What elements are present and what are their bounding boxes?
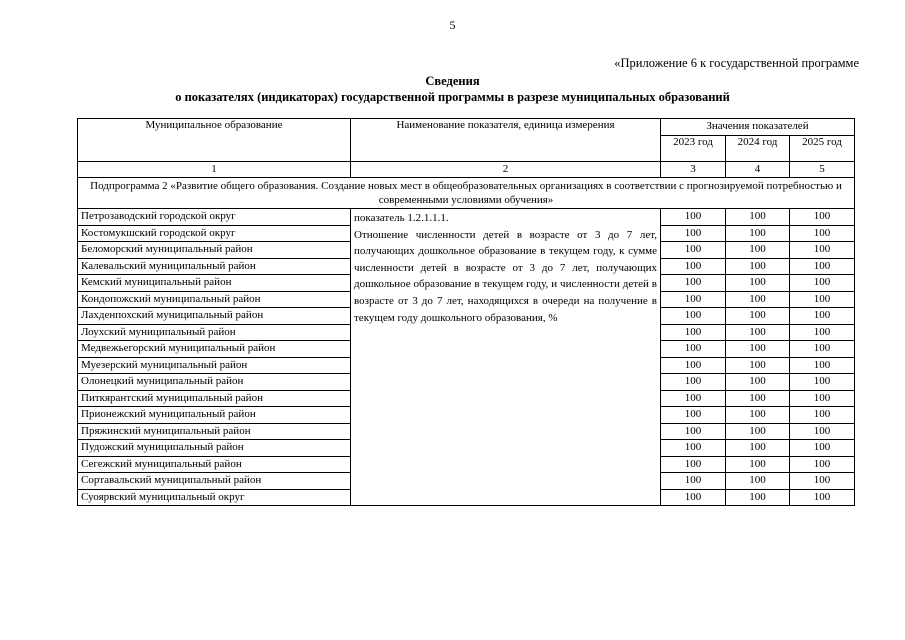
header-indicator: Наименование показателя, единица измерения bbox=[351, 119, 661, 162]
col-number-1: 1 bbox=[78, 161, 351, 178]
value-2024: 100 bbox=[726, 308, 790, 325]
value-2024: 100 bbox=[726, 242, 790, 259]
value-2024: 100 bbox=[726, 275, 790, 292]
municipality-name: Кемский муниципальный район bbox=[78, 275, 351, 292]
value-2024: 100 bbox=[726, 341, 790, 358]
col-number-3: 3 bbox=[661, 161, 726, 178]
value-2024: 100 bbox=[726, 407, 790, 424]
value-2025: 100 bbox=[790, 258, 855, 275]
municipality-name: Олонецкий муниципальный район bbox=[78, 374, 351, 391]
indicators-table bbox=[77, 118, 855, 506]
value-2025: 100 bbox=[790, 291, 855, 308]
value-2024: 100 bbox=[726, 374, 790, 391]
value-2024: 100 bbox=[726, 440, 790, 457]
title-line-2: о показателях (индикаторах) государственной программы в разрезе муниципальных образований bbox=[175, 90, 730, 104]
value-2025: 100 bbox=[790, 308, 855, 325]
municipality-name: Сортавальский муниципальный район bbox=[78, 473, 351, 490]
header-year-2025: 2025 год bbox=[790, 135, 855, 161]
value-2025: 100 bbox=[790, 489, 855, 506]
value-2024: 100 bbox=[726, 209, 790, 226]
value-2023: 100 bbox=[661, 209, 726, 226]
value-2023: 100 bbox=[661, 440, 726, 457]
subprogram-row bbox=[78, 178, 855, 209]
title-line-1: Сведения bbox=[425, 74, 480, 88]
value-2024: 100 bbox=[726, 489, 790, 506]
indicator-description bbox=[351, 209, 661, 506]
municipality-name: Лоухский муниципальный район bbox=[78, 324, 351, 341]
value-2025: 100 bbox=[790, 473, 855, 490]
value-2025: 100 bbox=[790, 225, 855, 242]
municipality-name: Муезерский муниципальный район bbox=[78, 357, 351, 374]
value-2023: 100 bbox=[661, 308, 726, 325]
value-2023: 100 bbox=[661, 407, 726, 424]
value-2025: 100 bbox=[790, 374, 855, 391]
value-2023: 100 bbox=[661, 489, 726, 506]
municipality-name: Кондопожский муниципальный район bbox=[78, 291, 351, 308]
col-number-4: 4 bbox=[726, 161, 790, 178]
value-2023: 100 bbox=[661, 423, 726, 440]
table-row bbox=[78, 209, 855, 226]
municipality-name: Сегежский муниципальный район bbox=[78, 456, 351, 473]
value-2024: 100 bbox=[726, 390, 790, 407]
header-values: Значения показателей bbox=[661, 119, 855, 136]
municipality-name: Суоярвский муниципальный округ bbox=[78, 489, 351, 506]
value-2025: 100 bbox=[790, 275, 855, 292]
municipality-name: Медвежьегорский муниципальный район bbox=[78, 341, 351, 358]
value-2024: 100 bbox=[726, 258, 790, 275]
value-2023: 100 bbox=[661, 390, 726, 407]
value-2025: 100 bbox=[790, 456, 855, 473]
value-2023: 100 bbox=[661, 473, 726, 490]
value-2023: 100 bbox=[661, 258, 726, 275]
value-2023: 100 bbox=[661, 225, 726, 242]
value-2024: 100 bbox=[726, 456, 790, 473]
col-number-5: 5 bbox=[790, 161, 855, 178]
municipality-name: Питкярантский муниципальный район bbox=[78, 390, 351, 407]
value-2023: 100 bbox=[661, 275, 726, 292]
value-2025: 100 bbox=[790, 423, 855, 440]
value-2023: 100 bbox=[661, 456, 726, 473]
subprogram-title: Подпрограмма 2 «Развитие общего образования. Создание новых мест в общеобразовательных организациях в соответствии с прогнозируемой потребностью и современными условиями обучения» bbox=[78, 178, 855, 209]
header-year-2023: 2023 год bbox=[661, 135, 726, 161]
value-2025: 100 bbox=[790, 324, 855, 341]
municipality-name: Пудожский муниципальный район bbox=[78, 440, 351, 457]
column-numbers-row bbox=[78, 161, 855, 178]
header-municipality: Муниципальное образование bbox=[78, 119, 351, 162]
value-2024: 100 bbox=[726, 357, 790, 374]
value-2024: 100 bbox=[726, 473, 790, 490]
appendix-reference: «Приложение 6 к государственной программе bbox=[614, 56, 859, 70]
value-2023: 100 bbox=[661, 291, 726, 308]
value-2025: 100 bbox=[790, 242, 855, 259]
value-2023: 100 bbox=[661, 357, 726, 374]
value-2025: 100 bbox=[790, 341, 855, 358]
value-2025: 100 bbox=[790, 209, 855, 226]
value-2024: 100 bbox=[726, 225, 790, 242]
municipality-name: Петрозаводский городской округ bbox=[78, 209, 351, 226]
value-2025: 100 bbox=[790, 407, 855, 424]
value-2023: 100 bbox=[661, 324, 726, 341]
value-2023: 100 bbox=[661, 242, 726, 259]
municipality-name: Калевальский муниципальный район bbox=[78, 258, 351, 275]
document-title bbox=[0, 73, 905, 105]
page-number: 5 bbox=[449, 18, 456, 32]
indicator-code: показатель 1.2.1.1.1. bbox=[354, 212, 449, 224]
value-2023: 100 bbox=[661, 374, 726, 391]
col-number-2: 2 bbox=[351, 161, 661, 178]
value-2025: 100 bbox=[790, 390, 855, 407]
indicator-text: Отношение численности детей в возрасте от 3 до 7 лет, получающих дошкольное образование в текущем году, к сумме численности детей в возрасте от 3 до 7 лет, получающих дошкольное образование в текущем году, и численности детей в возрасте от 3 до 7 лет, находящихся в очереди на получение в текущем году дошкольного образования, % bbox=[354, 228, 657, 324]
municipality-name: Костомукшский городской округ bbox=[78, 225, 351, 242]
municipality-name: Беломорский муниципальный район bbox=[78, 242, 351, 259]
header-row-1 bbox=[78, 119, 855, 136]
value-2024: 100 bbox=[726, 324, 790, 341]
municipality-name: Прионежский муниципальный район bbox=[78, 407, 351, 424]
value-2025: 100 bbox=[790, 440, 855, 457]
value-2025: 100 bbox=[790, 357, 855, 374]
municipality-name: Лахденпохский муниципальный район bbox=[78, 308, 351, 325]
value-2024: 100 bbox=[726, 291, 790, 308]
value-2023: 100 bbox=[661, 341, 726, 358]
municipality-name: Пряжинский муниципальный район bbox=[78, 423, 351, 440]
header-year-2024: 2024 год bbox=[726, 135, 790, 161]
table-body bbox=[78, 119, 855, 506]
value-2024: 100 bbox=[726, 423, 790, 440]
